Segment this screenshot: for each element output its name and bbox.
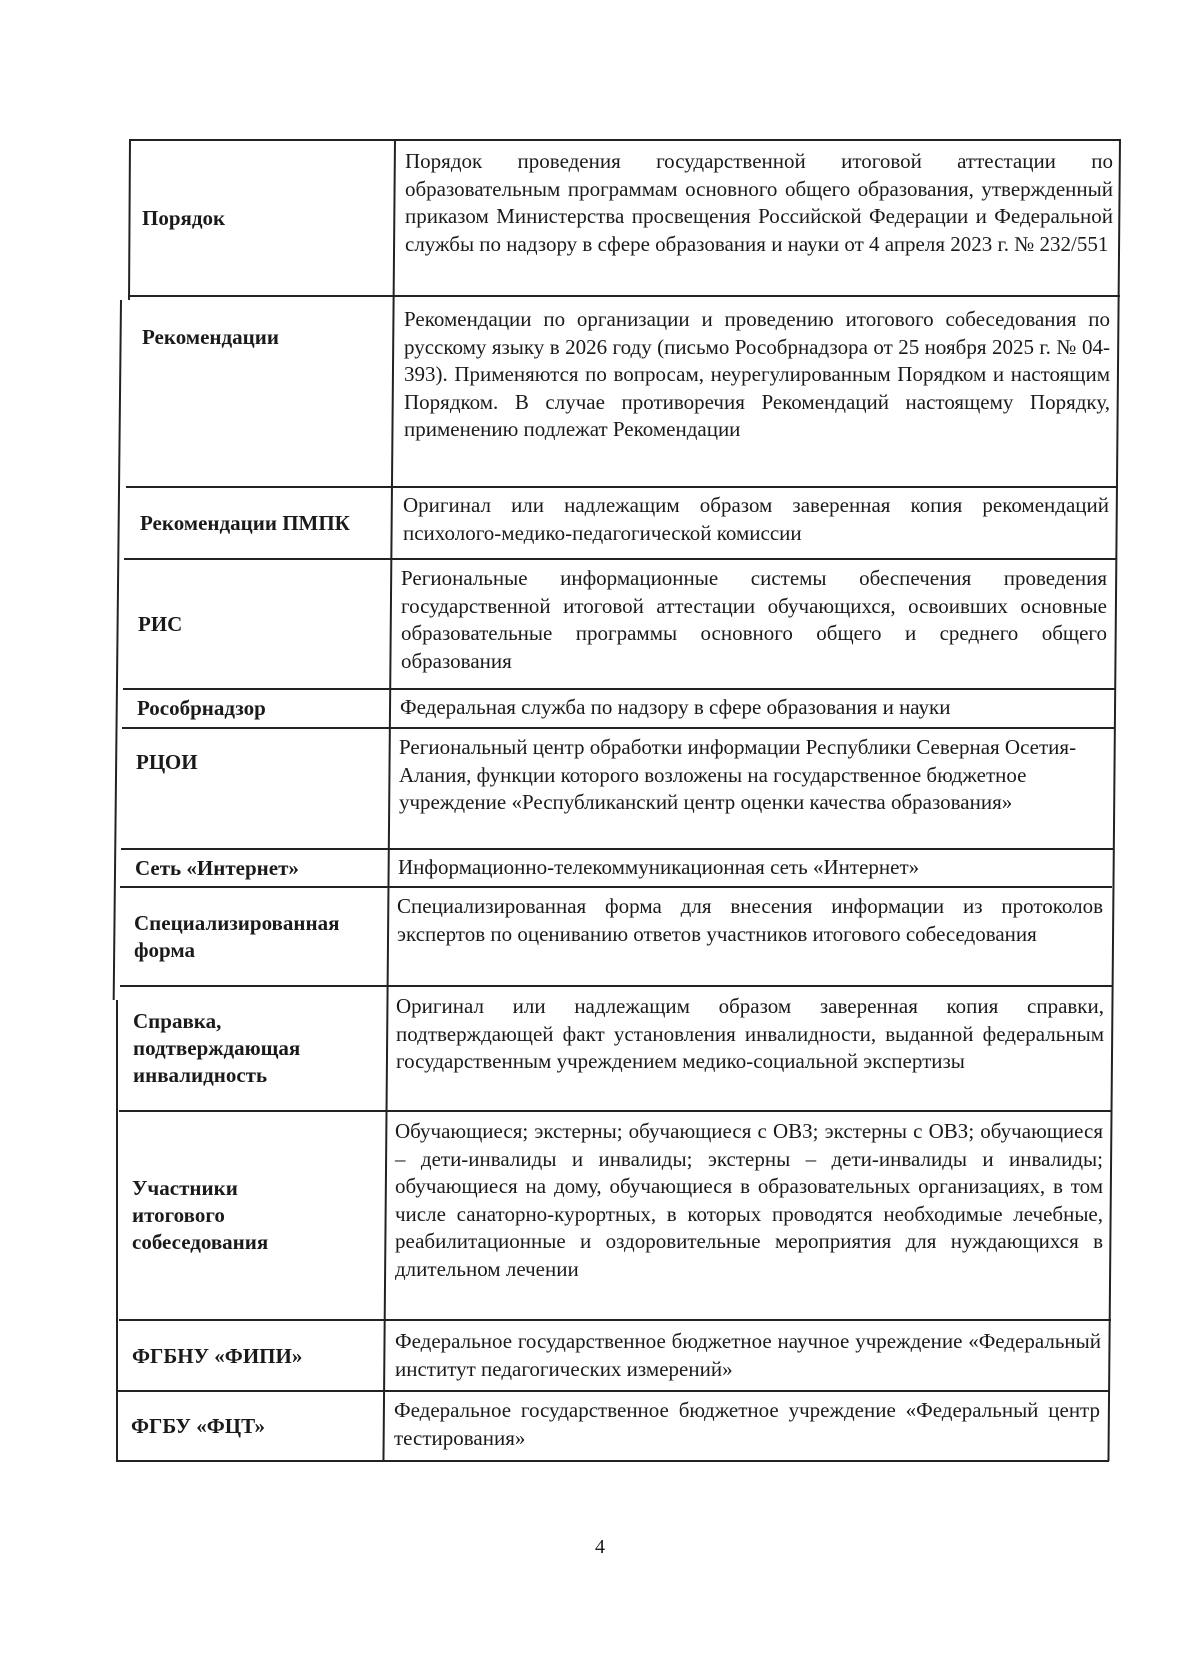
definition-cell: Региональные информационные системы обеспечения проведения государственной итоговой аттестации обучающихся, освоивших основные образовательные программы основного общего и среднего общего образования xyxy=(401,566,1107,673)
definition-cell: Федеральная служба по надзору в сфере образования и науки xyxy=(400,695,951,719)
definition-cell: Рекомендации по организации и проведению итогового собеседования по русскому языку в 2026 году (письмо Рособрнадзора от 25 ноября 2025 г. № 04-393). Применяются по вопросам, неурегулированным Порядком и настоящим Порядком. В случае противоречия Рекомендаций настоящему Порядку, применению подлежат Рекомендации xyxy=(404,307,1110,441)
term-label: РИС xyxy=(138,611,183,636)
term-cell xyxy=(124,730,386,794)
term-cell xyxy=(120,1322,382,1390)
term-label: Порядок xyxy=(142,205,226,230)
term-label: Рекомендации ПМПК xyxy=(140,510,350,535)
term-label: Сеть «Интернет» xyxy=(135,855,299,880)
definition-cell: Федеральное государственное бюджетное научное учреждение «Федеральный институт педагогических измерений» xyxy=(395,1329,1101,1381)
term-label: Рекомендации xyxy=(142,324,279,349)
definition-cell: Обучающиеся; экстерны; обучающиеся с ОВЗ; экстерны с ОВЗ; обучающиеся – дети-инвалиды и инвалиды; экстерны – дети-инвалиды и инвалиды; обучающиеся на дому, обучающиеся в образовательных организациях, в том числе санаторно-курортных, в которых проводятся необходимые лечебные, реабилитационные и оздоровительные мероприятия для нуждающихся в длительном лечении xyxy=(395,1119,1103,1281)
term-cell xyxy=(121,988,371,1109)
row-divider xyxy=(118,1390,1110,1392)
row-divider xyxy=(122,727,1114,729)
term-cell xyxy=(128,489,368,557)
definition-cell: Федеральное государственное бюджетное учреждение «Федеральный центр тестирования» xyxy=(394,1398,1100,1450)
row-divider xyxy=(119,1110,1111,1112)
row-divider xyxy=(120,886,1112,888)
term-cell xyxy=(126,561,388,687)
definition-cell: Специализированная форма для внесения информации из протоколов экспертов по оцениванию ответов участников итогового собеседования xyxy=(397,894,1103,946)
definition-cell: Оригинал или надлежащим образом заверенная копия справки, подтверждающей факт установления инвалидности, выданной федеральным государственным учреждением медико-социальной экспертизы xyxy=(396,994,1104,1073)
definition-cell: Информационно-телекоммуникационная сеть «Интернет» xyxy=(398,855,920,879)
row-divider xyxy=(119,1319,1111,1321)
term-label: ФГБУ «ФЦТ» xyxy=(131,1414,266,1438)
row-divider xyxy=(128,295,1120,297)
row-divider xyxy=(124,558,1116,560)
term-label: ФГБНУ «ФИПИ» xyxy=(132,1343,303,1368)
term-label: Участники итогового собеседования xyxy=(132,1176,269,1254)
term-cell xyxy=(123,850,385,886)
term-cell xyxy=(120,1113,320,1318)
term-label: Рособрнадзор xyxy=(137,696,266,720)
row-divider xyxy=(126,486,1118,488)
term-cell xyxy=(122,889,384,984)
page-number: 4 xyxy=(595,1536,605,1558)
term-label: Специализированная форма xyxy=(134,910,340,962)
term-cell xyxy=(119,1393,381,1460)
definition-cell: Региональный центр обработки информации Республики Северная Осетия-Алания, функции которого возложены на государственное бюджетное учреждение «Республиканский центр оценки качества образования» xyxy=(399,735,1077,814)
table-border xyxy=(113,300,122,1000)
term-cell xyxy=(125,690,387,727)
table-border xyxy=(116,1000,118,1462)
term-cell xyxy=(130,141,392,295)
table-border xyxy=(117,1460,1109,1462)
term-cell xyxy=(130,302,392,372)
term-label: РЦОИ xyxy=(136,749,198,774)
term-label: Справка, подтверждающая инвалидность xyxy=(133,1009,301,1087)
definition-cell: Порядок проведения государственной итоговой аттестации по образовательным программам основного общего образования, утвержденный приказом Министерства просвещения Российской Федерации и Федеральной службы по надзору в сфере образования и науки от 4 апреля 2023 г. № 232/551 xyxy=(405,149,1113,256)
definition-cell: Оригинал или надлежащим образом заверенная копия рекомендаций психолого-медико-педагогической комиссии xyxy=(403,493,1109,545)
row-divider xyxy=(120,985,1112,987)
